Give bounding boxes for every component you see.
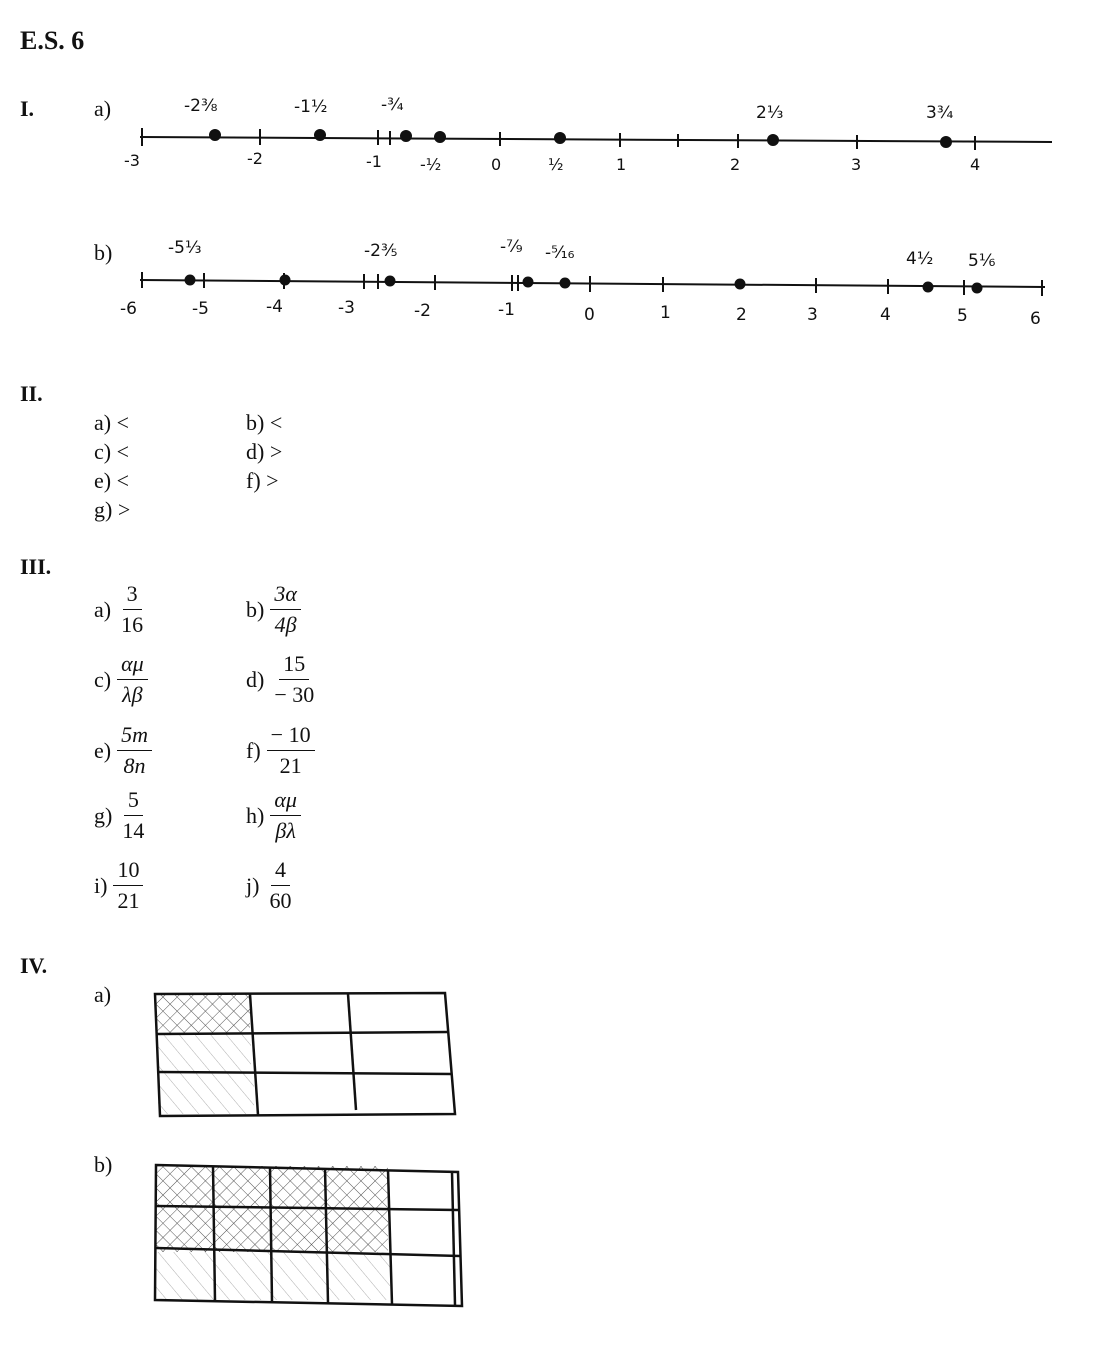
item-label: g): [94, 497, 113, 522]
tick-label: -4: [266, 297, 283, 317]
section-1-heading: I.: [20, 96, 35, 121]
grid-line: [452, 1172, 455, 1305]
point-label: -⁵⁄₁₆: [545, 243, 575, 263]
numerator: 5m: [117, 723, 152, 751]
tick-label: 4: [970, 155, 981, 174]
denominator: 60: [269, 888, 292, 913]
denominator: 21: [279, 753, 302, 778]
denominator: 8n: [123, 753, 146, 778]
item-label: e): [94, 468, 112, 493]
item-label: d): [246, 666, 265, 692]
tick-label: 4: [880, 305, 891, 325]
numerator: − 10: [267, 723, 315, 751]
comparison-symbol: >: [117, 497, 131, 522]
numerator: 4: [271, 858, 290, 886]
comparison-symbol: <: [116, 468, 130, 493]
tick-label: 0: [491, 155, 502, 174]
tick-label: -2: [247, 149, 263, 168]
grid-a: [155, 993, 455, 1116]
item-label: b): [246, 410, 265, 435]
item-label: g): [94, 802, 113, 828]
numerator: 3α: [270, 582, 301, 610]
comparison-symbol: <: [116, 439, 130, 464]
point-label: 5⅙: [968, 251, 996, 271]
item-label: d): [246, 439, 265, 464]
denominator: βλ: [275, 818, 296, 843]
section-4-heading: IV.: [20, 953, 48, 978]
tick-label: 6: [1030, 309, 1041, 329]
tick-label: ½: [548, 155, 564, 174]
numerator: 15: [279, 652, 309, 680]
item-label: f): [246, 737, 261, 763]
tick-label: 2: [730, 155, 741, 174]
tick-label: -3: [124, 151, 140, 170]
numerator: 5: [124, 788, 143, 816]
item-label: i): [94, 872, 108, 898]
item-label: j): [246, 872, 260, 898]
part-1b-label: b): [94, 240, 113, 265]
page-title: E.S. 6: [20, 26, 85, 55]
point-label: 3¾: [926, 103, 954, 123]
tick-label: 0: [584, 305, 595, 325]
tick-label: -3: [338, 298, 355, 318]
part-4b-label: b): [94, 1152, 113, 1177]
point-label: 4½: [906, 249, 934, 269]
shaded-cell: [158, 1072, 254, 1114]
item-label: a): [94, 410, 112, 435]
point-label: 2⅓: [756, 103, 784, 123]
item-label: e): [94, 737, 112, 763]
comparison-symbol: <: [269, 410, 283, 435]
numerator: 10: [113, 858, 143, 886]
point-label: -2⅗: [364, 241, 398, 261]
tick-label: 1: [616, 155, 627, 174]
item-label: c): [94, 439, 112, 464]
item-label: c): [94, 666, 112, 692]
comparison-symbol: >: [266, 468, 279, 493]
denominator: − 30: [274, 682, 315, 707]
tick-label: 5: [957, 306, 968, 326]
numerator: αμ: [270, 788, 301, 816]
numerator: αμ: [117, 652, 148, 680]
point-label: -5⅓: [168, 238, 202, 258]
point-label: -⁷⁄₉: [500, 237, 523, 257]
denominator: 21: [117, 888, 140, 913]
numerator: 3: [123, 582, 142, 610]
tick-label: -6: [120, 299, 137, 319]
section-2-heading: II.: [20, 381, 43, 406]
comparison-symbol: >: [269, 439, 283, 464]
shaded-cell: [157, 1034, 251, 1072]
denominator: λβ: [122, 682, 143, 707]
tick-label: 3: [851, 155, 862, 174]
tick-label: 2: [736, 305, 747, 325]
tick-label: -5: [192, 299, 209, 319]
item-label: f): [246, 468, 261, 493]
point-label: -1½: [294, 97, 328, 117]
shaded-cell: [156, 994, 250, 1034]
part-4a-label: a): [94, 982, 112, 1007]
denominator: 4β: [274, 612, 297, 637]
point-label: -2⅜: [184, 96, 218, 116]
part-1a-label: a): [94, 96, 112, 121]
section-3-heading: III.: [20, 554, 52, 579]
item-label: b): [246, 596, 265, 622]
tick-label: 3: [807, 305, 818, 325]
tick-label: -½: [420, 155, 442, 174]
tick-label: 1: [660, 303, 671, 323]
tick-label: -1: [498, 300, 515, 320]
denominator: 14: [122, 818, 145, 843]
tick-label: -1: [366, 152, 382, 171]
grid-line: [348, 994, 356, 1110]
point-label: -¾: [381, 95, 404, 115]
grid-b: [155, 1165, 462, 1306]
item-label: a): [94, 596, 112, 622]
item-label: h): [246, 802, 265, 828]
tick-label: -2: [414, 301, 431, 321]
denominator: 16: [121, 612, 144, 637]
comparison-symbol: <: [116, 410, 130, 435]
